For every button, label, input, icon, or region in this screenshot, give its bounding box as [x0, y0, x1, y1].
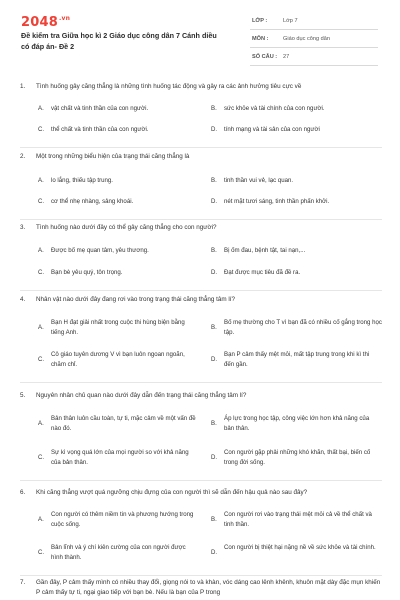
question-3: [20, 223, 382, 233]
question-text: Một trong những biểu hiện của trạng thái căng thẳng là: [36, 153, 190, 160]
divider: [20, 575, 382, 576]
option-letter: C.: [38, 549, 45, 556]
option-letter: B.: [211, 177, 217, 184]
question-text: Khi căng thẳng vượt quá ngưỡng chịu đựng của con người thì sẽ dẫn đến hậu quả nào sau đây?: [36, 489, 308, 496]
option-letter: B.: [211, 247, 217, 254]
option-text: vật chất và tinh thần của con người.: [51, 105, 149, 112]
divider: [20, 480, 382, 481]
question-text: Tình huống gây căng thẳng là những tình huống tác động và gây ra các ảnh hưởng tiêu cực về: [36, 83, 302, 90]
option-text: Được bố mẹ quan tâm, yêu thương.: [51, 247, 149, 254]
question-1: [20, 82, 382, 92]
question-4: [20, 295, 382, 305]
logo-suffix: .vn: [58, 15, 71, 22]
question-6: [20, 488, 382, 498]
option-text: Con người gặp phải những khó khăn, thất bại, biến cố trong đời sống.: [224, 449, 371, 466]
option-letter: B.: [211, 420, 217, 427]
site-logo[interactable]: [21, 15, 70, 30]
option-letter: D.: [211, 198, 218, 205]
info-row-subject: [250, 33, 378, 48]
question-5: [20, 391, 382, 401]
option-text: tính mạng và tài sản của con người: [224, 126, 320, 133]
question-2: [20, 152, 382, 162]
question-stem: [20, 295, 382, 305]
option-text: thể chất và tinh thần của con người.: [51, 126, 149, 133]
option-text: Bản thân luôn cầu toàn, tự ti, mặc cảm về một vấn đề nào đó.: [51, 415, 196, 432]
option-letter: D.: [211, 356, 218, 363]
info-label: LỚP :: [252, 18, 268, 24]
question-stem: [20, 578, 382, 598]
question-text: Nguyên nhân chủ quan nào dưới đây dẫn đến trạng thái căng thẳng tâm lí?: [36, 392, 247, 399]
option-text: Bản lĩnh và ý chí kiên cường của con người được hình thành.: [51, 544, 186, 561]
option-text: Đạt được mục tiêu đã đề ra.: [224, 269, 301, 276]
option-text: Bạn bè yêu quý, tôn trọng.: [51, 269, 123, 276]
option-letter: C.: [38, 454, 45, 461]
option-letter: B.: [211, 516, 217, 523]
option-letter: D.: [211, 454, 218, 461]
option-text: Sự kì vọng quá lớn của mọi người so với khả năng của bản thân.: [51, 449, 189, 466]
option-text: Cô giáo tuyên dương V vì bạn luôn ngoan ngoãn, chăm chỉ.: [51, 351, 185, 368]
option-text: Bạn H đạt giải nhất trong cuộc thi hùng biện bằng tiếng Anh.: [51, 319, 185, 336]
question-number: 6.: [20, 489, 26, 496]
question-text: Gần đây, P cảm thấy mình có nhiều thay đổi, giọng nói to và khàn, vóc dáng cao lênh khênh, khuôn mặt dày đặc mụn khiến P cảm thấy tự ti, ngại giao tiếp với bạn bè. Nếu là bạn của P trong: [36, 579, 381, 596]
option-letter: B.: [211, 105, 217, 112]
option-text: Con người có thêm niềm tin và phương hướng trong cuộc sống.: [51, 511, 194, 528]
option-text: Con người rơi vào trạng thái mệt mỏi cả về thể chất và tinh thần.: [224, 511, 372, 528]
option-text: Bố mẹ thường cho T vì bạn đã có nhiều cố gắng trong học tập.: [224, 319, 382, 336]
question-number: 1.: [20, 83, 26, 90]
option-letter: D.: [211, 549, 218, 556]
question-stem: [20, 488, 382, 498]
option-text: cơ thể nhẹ nhàng, sảng khoái.: [51, 198, 134, 205]
info-label: SỐ CÂU :: [252, 54, 278, 60]
page-title: Đề kiểm tra Giữa học kì 2 Giáo dục công dân 7 Cánh diều có đáp án- Đề 2: [21, 31, 217, 51]
option-letter: C.: [38, 126, 45, 133]
info-row-count: [250, 51, 378, 66]
info-value: Lớp 7: [283, 18, 298, 24]
option-text: Con người bị thiệt hại nặng nề về sức khỏe và tài chính.: [224, 544, 376, 551]
logo-text: 2048: [21, 15, 58, 30]
option-letter: A.: [38, 247, 44, 254]
divider: [20, 290, 382, 291]
info-value: Giáo dục công dân: [283, 36, 330, 42]
question-text: Nhân vật nào dưới đây đang rơi vào trong trạng thái căng thẳng tâm lí?: [36, 296, 236, 303]
question-number: 7.: [20, 579, 26, 586]
question-number: 2.: [20, 153, 26, 160]
question-number: 3.: [20, 224, 26, 231]
option-text: nét mặt tươi sáng, tinh thần phấn khởi.: [224, 198, 330, 205]
option-letter: D.: [211, 269, 218, 276]
question-number: 5.: [20, 392, 26, 399]
option-letter: A.: [38, 420, 44, 427]
info-row-class: [250, 15, 378, 30]
option-text: Bị ốm đau, bệnh tật, tai nạn,...: [224, 247, 306, 254]
info-value: 27: [283, 54, 290, 60]
option-letter: A.: [38, 177, 44, 184]
option-text: Bạn P cảm thấy mệt mỏi, mất tập trung trong khi kì thi đến gần.: [224, 351, 370, 368]
question-stem: [20, 223, 382, 233]
question-number: 4.: [20, 296, 26, 303]
option-letter: C.: [38, 269, 45, 276]
info-panel: [250, 15, 378, 69]
info-label: MÔN :: [252, 36, 269, 42]
option-letter: A.: [38, 324, 44, 331]
question-stem: [20, 152, 382, 162]
question-7: [20, 578, 382, 598]
divider: [20, 382, 382, 383]
option-letter: D.: [211, 126, 218, 133]
option-letter: C.: [38, 198, 45, 205]
question-stem: [20, 82, 382, 92]
divider: [20, 219, 382, 220]
option-text: tinh thần vui vẻ, lạc quan.: [224, 177, 294, 184]
option-text: lo lắng, thiếu tập trung.: [51, 177, 113, 184]
document-header: [0, 0, 400, 60]
option-letter: A.: [38, 105, 44, 112]
option-letter: B.: [211, 324, 217, 331]
option-letter: A.: [38, 516, 44, 523]
divider: [20, 147, 382, 148]
option-text: sức khỏe và tài chính của con người.: [224, 105, 325, 112]
option-letter: C.: [38, 356, 45, 363]
question-text: Tình huống nào dưới đây có thể gây căng thẳng cho con người?: [36, 224, 217, 231]
question-stem: [20, 391, 382, 401]
option-text: Áp lực trong học tập, công việc lớn hơn khả năng của bản thân.: [224, 415, 370, 432]
